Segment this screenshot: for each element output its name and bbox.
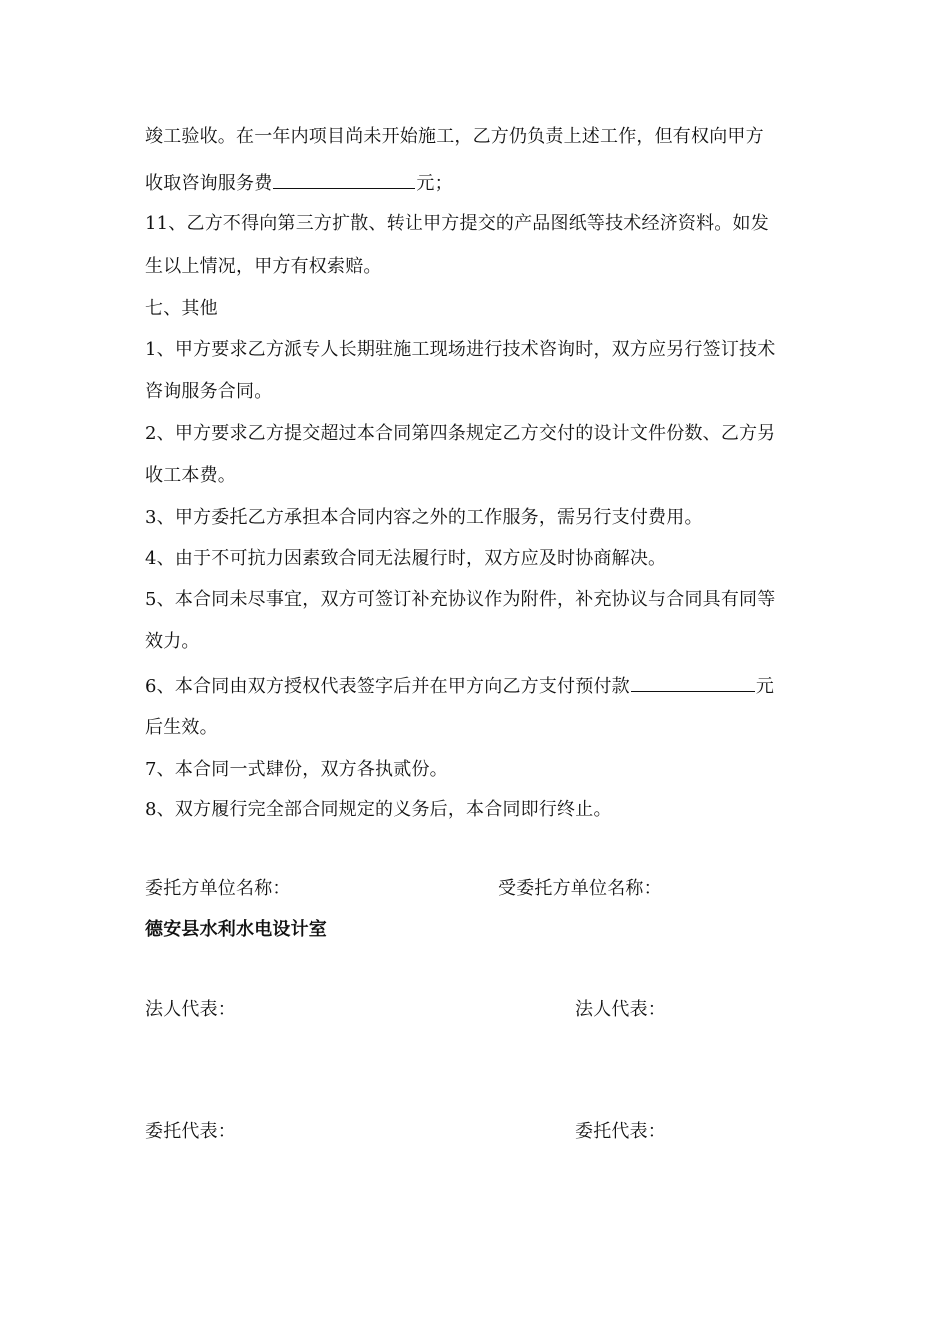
item-7: 7、本合同一式肆份，双方各执贰份。: [145, 759, 448, 780]
prepayment-label: 6、本合同由双方授权代表签字后并在甲方向乙方支付预付款: [145, 676, 630, 697]
item-5-line: 5、本合同未尽事宜，双方可签订补充协议作为附件，补充协议与合同具有同等: [145, 589, 776, 610]
paragraph-line: [145, 170, 453, 196]
clause-11-line: 生以上情况，甲方有权索赔。: [145, 256, 382, 277]
item-1-line: 1、甲方要求乙方派专人长期驻施工现场进行技术咨询时，双方应另行签订技术: [145, 339, 776, 360]
agent-right: 委托代表：: [575, 1121, 666, 1142]
prepayment-blank: [631, 673, 755, 692]
legal-rep-left: 法人代表：: [145, 999, 236, 1020]
agent-left: 委托代表：: [145, 1121, 236, 1142]
fee-blank: [273, 170, 415, 189]
item-1-line: 咨询服务合同。: [145, 381, 273, 402]
fee-label: 收取咨询服务费: [145, 173, 273, 194]
prepayment-unit: 元: [755, 676, 775, 697]
item-6-line: 后生效。: [145, 717, 218, 738]
item-2-line: 2、甲方要求乙方提交超过本合同第四条规定乙方交付的设计文件份数、乙方另: [145, 423, 776, 444]
item-6-line: [145, 673, 774, 699]
clause-11-line: 11、乙方不得向第三方扩散、转让甲方提交的产品图纸等技术经济资料。如发: [145, 213, 769, 234]
contractor-name: 德安县水利水电设计室: [145, 919, 327, 940]
item-4: 4、由于不可抗力因素致合同无法履行时，双方应及时协商解决。: [145, 548, 667, 569]
item-8: 8、双方履行完全部合同规定的义务后，本合同即行终止。: [145, 799, 612, 820]
item-3: 3、甲方委托乙方承担本合同内容之外的工作服务，需另行支付费用。: [145, 507, 703, 528]
paragraph-line: 竣工验收。在一年内项目尚未开始施工，乙方仍负责上述工作，但有权向甲方: [145, 126, 764, 147]
section-heading: 七、其他: [145, 298, 218, 319]
item-5-line: 效力。: [145, 631, 200, 652]
contractor-unit-label: 受委托方单位名称：: [498, 878, 662, 899]
fee-unit: 元；: [416, 173, 453, 194]
client-unit-label: 委托方单位名称：: [145, 878, 291, 899]
legal-rep-right: 法人代表：: [575, 999, 666, 1020]
item-2-line: 收工本费。: [145, 465, 236, 486]
